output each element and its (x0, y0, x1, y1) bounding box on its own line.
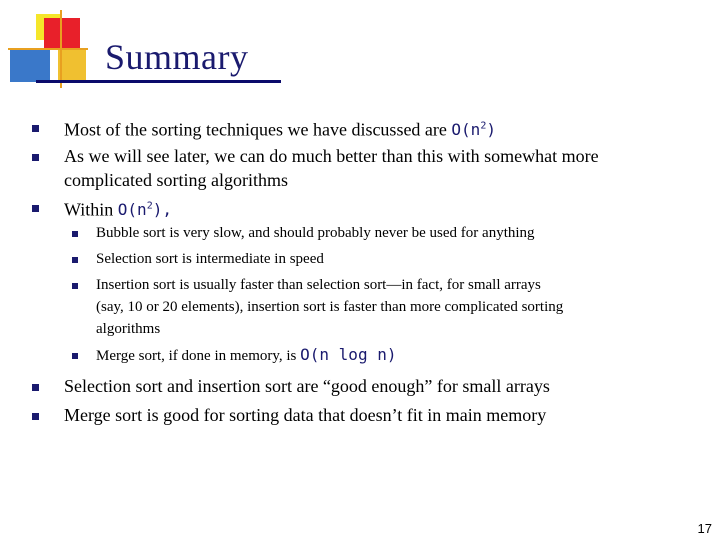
subbullet-item: Selection sort is intermediate in speed (96, 251, 324, 267)
subbullet-item: Bubble sort is very slow, and should probably never be used for anything (96, 225, 535, 241)
big-o-notation: $O(n^2)$ (451, 120, 496, 140)
bullet-marker (32, 154, 39, 161)
bullet-text-line: As we will see later, we can do much better than this with somewhat more (64, 146, 599, 166)
bullet-text-line: complicated sorting algorithms (64, 170, 288, 190)
subbullet-text-line: Insertion sort is usually faster than selection sort—in fact, for small arrays (96, 277, 541, 293)
page-number: 17 (697, 521, 712, 536)
big-o-notation: $O(n^2)$, (117, 200, 172, 220)
bullet-marker (32, 384, 39, 391)
subbullet-text-line: algorithms (96, 321, 161, 337)
bullet-item (64, 195, 172, 222)
subbullet-item (96, 344, 396, 367)
bullet-text: Most of the sorting techniques we have discussed are (64, 119, 452, 140)
subbullet-marker (72, 257, 78, 263)
bullet-marker (32, 125, 39, 132)
subbullet-text: Merge sort, if done in memory, is (96, 348, 301, 364)
bullet-item: Selection sort and insertion sort are “good enough” for small arrays (64, 376, 550, 396)
subbullet-item (96, 274, 563, 340)
bullet-text: Within (64, 199, 118, 220)
bullet-item (64, 144, 599, 192)
bullet-marker (32, 413, 39, 420)
bullet-item: Merge sort is good for sorting data that doesn’t fit in main memory (64, 405, 547, 425)
subbullet-marker (72, 353, 78, 359)
subbullet-marker (72, 231, 78, 237)
bullet-marker (32, 205, 39, 212)
subbullet-text-line: (say, 10 or 20 elements), insertion sort is faster than more complicated sorting (96, 299, 564, 315)
subbullet-marker (72, 283, 78, 289)
slide-title: Summary (105, 37, 249, 77)
bullet-item (64, 115, 496, 142)
big-o-notation: O(n log n) (300, 345, 397, 364)
